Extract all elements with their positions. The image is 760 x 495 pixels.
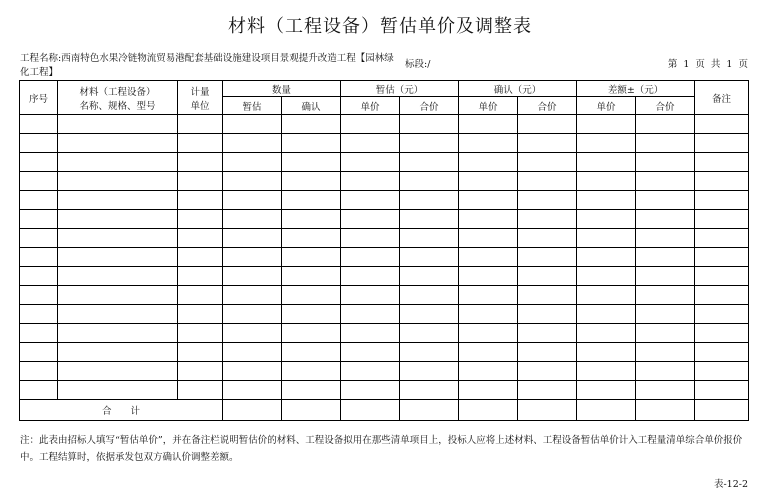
table-cell <box>695 153 749 172</box>
table-cell <box>20 191 58 210</box>
table-cell <box>459 248 518 267</box>
table-cell <box>58 134 178 153</box>
table-cell <box>58 172 178 191</box>
table-cell <box>282 324 341 343</box>
table-cell <box>400 343 459 362</box>
table-row <box>20 210 749 229</box>
header-diff-unit-price: 单价 <box>577 97 636 115</box>
table-cell <box>20 153 58 172</box>
table-row <box>20 153 749 172</box>
table-cell <box>400 172 459 191</box>
table-cell <box>20 324 58 343</box>
table-cell <box>695 134 749 153</box>
table-cell <box>282 115 341 134</box>
table-cell <box>636 343 695 362</box>
table-cell <box>341 362 400 381</box>
total-cell <box>400 400 459 421</box>
table-cell <box>636 134 695 153</box>
table-cell <box>20 343 58 362</box>
header-diff-total-price: 合价 <box>636 97 695 115</box>
table-cell <box>518 381 577 400</box>
table-cell <box>459 153 518 172</box>
table-cell <box>282 286 341 305</box>
table-cell <box>577 286 636 305</box>
total-cell <box>695 400 749 421</box>
table-cell <box>178 134 223 153</box>
table-cell <box>58 381 178 400</box>
table-cell <box>178 362 223 381</box>
table-cell <box>20 248 58 267</box>
table-cell <box>223 305 282 324</box>
table-cell <box>341 153 400 172</box>
total-row <box>20 400 749 421</box>
header-unit-line2: 单位 <box>190 100 210 112</box>
table-cell <box>518 362 577 381</box>
table-cell <box>400 210 459 229</box>
table-cell <box>282 248 341 267</box>
table-cell <box>58 210 178 229</box>
table-cell <box>459 210 518 229</box>
header-conf-unit-price: 单价 <box>459 97 518 115</box>
header-quantity: 数量 <box>223 81 341 97</box>
table-row <box>20 229 749 248</box>
table-cell <box>400 362 459 381</box>
table-cell <box>518 210 577 229</box>
table-row <box>20 172 749 191</box>
table-cell <box>636 381 695 400</box>
table-cell <box>459 172 518 191</box>
table-cell <box>636 286 695 305</box>
table-cell <box>341 191 400 210</box>
table-cell <box>58 191 178 210</box>
table-cell <box>636 172 695 191</box>
table-cell <box>518 248 577 267</box>
table-cell <box>459 381 518 400</box>
table-cell <box>282 343 341 362</box>
table-cell <box>400 324 459 343</box>
table-cell <box>577 362 636 381</box>
table-cell <box>400 153 459 172</box>
table-cell <box>58 286 178 305</box>
table-cell <box>577 248 636 267</box>
table-cell <box>695 286 749 305</box>
total-cell <box>636 400 695 421</box>
table-cell <box>282 305 341 324</box>
table-cell <box>518 343 577 362</box>
header-remark: 备注 <box>695 81 749 115</box>
table-cell <box>282 191 341 210</box>
table-cell <box>518 229 577 248</box>
table-cell <box>223 229 282 248</box>
header-est-total-price: 合价 <box>400 97 459 115</box>
table-cell <box>636 153 695 172</box>
table-cell <box>282 153 341 172</box>
table-cell <box>518 267 577 286</box>
table-row <box>20 362 749 381</box>
table-cell <box>178 153 223 172</box>
table-cell <box>518 134 577 153</box>
table-row <box>20 267 749 286</box>
table-cell <box>459 305 518 324</box>
table-cell <box>341 229 400 248</box>
table-cell <box>223 172 282 191</box>
table-cell <box>341 267 400 286</box>
table-row <box>20 381 749 400</box>
table-cell <box>223 191 282 210</box>
table-cell <box>636 267 695 286</box>
table-cell <box>223 286 282 305</box>
table-cell <box>58 324 178 343</box>
table-cell <box>341 172 400 191</box>
table-cell <box>282 210 341 229</box>
table-cell <box>223 343 282 362</box>
table-cell <box>695 248 749 267</box>
table-cell <box>223 153 282 172</box>
table-cell <box>518 115 577 134</box>
table-cell <box>223 210 282 229</box>
table-cell <box>282 362 341 381</box>
table-cell <box>20 172 58 191</box>
table-cell <box>695 362 749 381</box>
header-material-line1: 材料（工程设备） <box>79 86 156 98</box>
table-cell <box>459 134 518 153</box>
table-cell <box>178 210 223 229</box>
table-cell <box>20 305 58 324</box>
table-cell <box>178 324 223 343</box>
table-cell <box>58 362 178 381</box>
table-cell <box>58 248 178 267</box>
table-cell <box>459 229 518 248</box>
table-cell <box>577 305 636 324</box>
table-row <box>20 248 749 267</box>
table-cell <box>695 229 749 248</box>
total-label: 合 计 <box>20 400 223 421</box>
table-cell <box>695 324 749 343</box>
table-cell <box>577 134 636 153</box>
table-cell <box>577 191 636 210</box>
table-cell <box>282 229 341 248</box>
table-cell <box>20 210 58 229</box>
table-cell <box>459 191 518 210</box>
table-cell <box>636 191 695 210</box>
table-cell <box>695 267 749 286</box>
page-indicator: 第 1 页 共 1 页 <box>667 59 748 70</box>
table-cell <box>577 153 636 172</box>
header-confirm: 确认（元） <box>459 81 577 97</box>
table-row <box>20 343 749 362</box>
table-cell <box>20 115 58 134</box>
table-cell <box>577 115 636 134</box>
table-cell <box>400 305 459 324</box>
table-cell <box>636 305 695 324</box>
table-cell <box>20 381 58 400</box>
table-cell <box>20 286 58 305</box>
table-cell <box>400 381 459 400</box>
table-cell <box>20 362 58 381</box>
table-row <box>20 324 749 343</box>
total-cell <box>577 400 636 421</box>
table-cell <box>636 324 695 343</box>
total-cell <box>282 400 341 421</box>
table-cell <box>695 191 749 210</box>
table-cell <box>518 286 577 305</box>
table-cell <box>178 381 223 400</box>
project-value: 西南特色水果冷链物流贸易港配套基础设施建设项目景观提升改造工程【园林绿化工程】 <box>20 53 394 78</box>
table-cell <box>695 343 749 362</box>
table-cell <box>341 286 400 305</box>
table-cell <box>577 229 636 248</box>
table-cell <box>178 286 223 305</box>
table-cell <box>58 267 178 286</box>
table-cell <box>459 286 518 305</box>
table-cell <box>282 134 341 153</box>
table-row <box>20 286 749 305</box>
table-cell <box>695 210 749 229</box>
header-diff: 差额±（元） <box>577 81 695 97</box>
header-q-confirm: 确认 <box>282 97 341 115</box>
header-est-unit-price: 单价 <box>341 97 400 115</box>
table-cell <box>341 210 400 229</box>
table-cell <box>58 305 178 324</box>
table-cell <box>695 305 749 324</box>
table-cell <box>178 267 223 286</box>
section-label: 标段: <box>405 59 428 70</box>
table-cell <box>695 115 749 134</box>
table-cell <box>282 267 341 286</box>
table-cell <box>518 324 577 343</box>
table-cell <box>577 172 636 191</box>
table-cell <box>20 134 58 153</box>
table-cell <box>400 191 459 210</box>
table-cell <box>178 248 223 267</box>
table-cell <box>341 115 400 134</box>
price-table <box>19 80 749 421</box>
table-cell <box>695 172 749 191</box>
table-cell <box>518 172 577 191</box>
table-cell <box>518 305 577 324</box>
header-estimate: 暂估（元） <box>341 81 459 97</box>
table-cell <box>636 362 695 381</box>
table-cell <box>58 229 178 248</box>
table-cell <box>518 191 577 210</box>
header-q-estimate: 暂估 <box>223 97 282 115</box>
table-cell <box>223 362 282 381</box>
table-cell <box>341 305 400 324</box>
table-cell <box>178 305 223 324</box>
table-cell <box>400 134 459 153</box>
total-cell <box>223 400 282 421</box>
table-cell <box>58 343 178 362</box>
header-material-line2: 名称、规格、型号 <box>79 100 156 112</box>
table-cell <box>636 115 695 134</box>
table-cell <box>577 210 636 229</box>
total-cell <box>341 400 400 421</box>
table-cell <box>223 267 282 286</box>
table-cell <box>636 210 695 229</box>
table-cell <box>223 381 282 400</box>
table-cell <box>577 381 636 400</box>
header-seq: 序号 <box>20 81 58 115</box>
table-cell <box>400 248 459 267</box>
project-name <box>20 52 400 80</box>
table-cell <box>400 267 459 286</box>
table-cell <box>282 381 341 400</box>
table-cell <box>178 229 223 248</box>
header-conf-total-price: 合价 <box>518 97 577 115</box>
table-cell <box>341 324 400 343</box>
table-cell <box>223 134 282 153</box>
table-cell <box>459 115 518 134</box>
table-cell <box>459 267 518 286</box>
total-cell <box>518 400 577 421</box>
table-cell <box>341 381 400 400</box>
table-cell <box>223 324 282 343</box>
page-title: 材料（工程设备）暂估单价及调整表 <box>228 16 532 37</box>
table-cell <box>636 229 695 248</box>
table-cell <box>459 343 518 362</box>
table-cell <box>178 172 223 191</box>
header-unit-line1: 计量 <box>190 86 210 98</box>
table-cell <box>58 115 178 134</box>
table-cell <box>341 343 400 362</box>
table-cell <box>20 267 58 286</box>
table-cell <box>577 324 636 343</box>
table-body <box>20 115 749 400</box>
table-cell <box>577 343 636 362</box>
project-label: 工程名称: <box>20 53 62 64</box>
table-row <box>20 305 749 324</box>
footnote: 注：此表由招标人填写“暂估单价”，并在备注栏说明暂估价的材料、工程设备拟用在那些清单项目上，投标人应将上述材料、工程设备暂估单价计入工程量清单综合单价报价中。工程结算时，依据承发包双方确认价调整差额。 <box>20 435 743 463</box>
table-row <box>20 134 749 153</box>
table-cell <box>400 115 459 134</box>
total-cell <box>459 400 518 421</box>
form-code: 表-12-2 <box>713 479 748 490</box>
table-cell <box>518 153 577 172</box>
table-cell <box>223 248 282 267</box>
header-unit <box>178 81 223 115</box>
header-material <box>58 81 178 115</box>
table-cell <box>577 267 636 286</box>
section-value: / <box>427 59 431 70</box>
table-cell <box>695 381 749 400</box>
header-row-1 <box>20 81 749 97</box>
table-cell <box>282 172 341 191</box>
table-cell <box>636 248 695 267</box>
table-cell <box>459 324 518 343</box>
table-cell <box>178 115 223 134</box>
table-cell <box>178 343 223 362</box>
table-row <box>20 191 749 210</box>
table-cell <box>341 134 400 153</box>
table-cell <box>20 229 58 248</box>
table-cell <box>223 115 282 134</box>
table-cell <box>400 286 459 305</box>
table-row <box>20 115 749 134</box>
table-cell <box>459 362 518 381</box>
table-cell <box>178 191 223 210</box>
table-cell <box>400 229 459 248</box>
table-cell <box>58 153 178 172</box>
section-field <box>405 56 430 70</box>
table-cell <box>341 248 400 267</box>
